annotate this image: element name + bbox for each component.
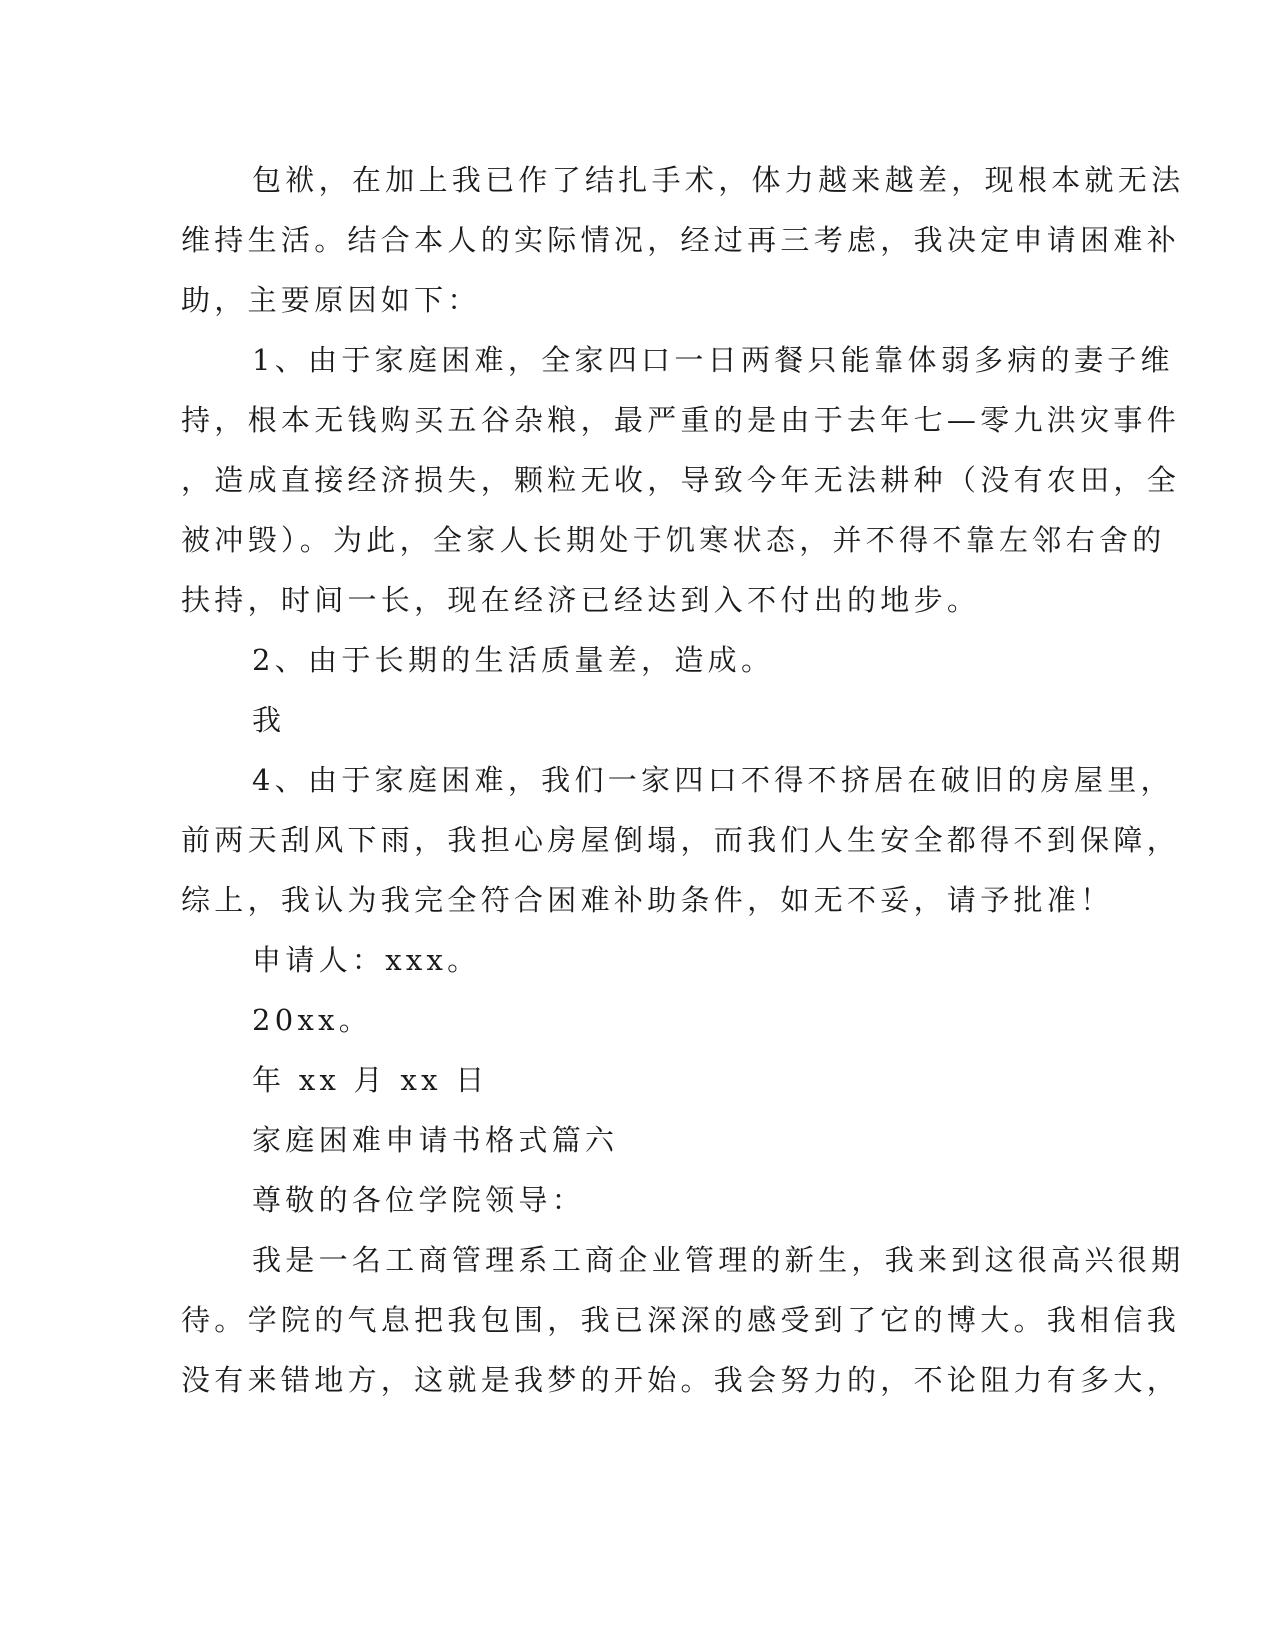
paragraph-line: 被冲毁）。为此，全家人长期处于饥寒状态，并不得不靠左邻右舍的	[181, 523, 1166, 557]
paragraph-line: 包袱，在加上我已作了结扎手术，体力越来越差，现根本就无法	[252, 163, 1185, 197]
paragraph-line: 待。学院的气息把我包围，我已深深的感受到了它的博大。我相信我	[181, 1303, 1181, 1337]
paragraph-line: ，造成直接经济损失，颗粒无收，导致今年无法耕种（没有农田，全	[181, 463, 1181, 497]
paragraph-line: 前两天刮风下雨，我担心房屋倒塌，而我们人生安全都得不到保障，	[181, 823, 1181, 857]
paragraph-line: 1、由于家庭困难，全家四口一日两餐只能靠体弱多病的妻子维	[252, 343, 1174, 377]
paragraph-line: 2、由于长期的生活质量差，造成。	[252, 643, 775, 677]
document-body	[181, 150, 1185, 1410]
section-heading: 家庭困难申请书格式篇六	[252, 1123, 619, 1157]
paragraph-line: 维持生活。结合本人的实际情况，经过再三考虑，我决定申请困难补	[181, 223, 1181, 257]
paragraph-line: 助，主要原因如下：	[181, 283, 481, 317]
salutation: 尊敬的各位学院领导：	[252, 1183, 586, 1217]
applicant-line: 申请人：xxx。	[252, 943, 481, 977]
date-line: 年 xx 月 xx 日	[252, 1063, 489, 1097]
paragraph-line: 综上，我认为我完全符合困难补助条件，如无不妥，请予批准！	[181, 883, 1114, 917]
year-line: 20xx。	[252, 1003, 373, 1037]
paragraph-line: 我是一名工商管理系工商企业管理的新生，我来到这很高兴很期	[252, 1243, 1185, 1277]
paragraph-line: 扶持，时间一长，现在经济已经达到入不付出的地步。	[181, 583, 981, 617]
paragraph-line: 持，根本无钱购买五谷杂粮，最严重的是由于去年七—零九洪灾事件	[181, 403, 1181, 437]
paragraph-line: 我	[252, 703, 286, 737]
paragraph-line: 4、由于家庭困难，我们一家四口不得不挤居在破旧的房屋里，	[252, 763, 1174, 797]
paragraph-line: 没有来错地方，这就是我梦的开始。我会努力的，不论阻力有多大，	[181, 1363, 1181, 1397]
